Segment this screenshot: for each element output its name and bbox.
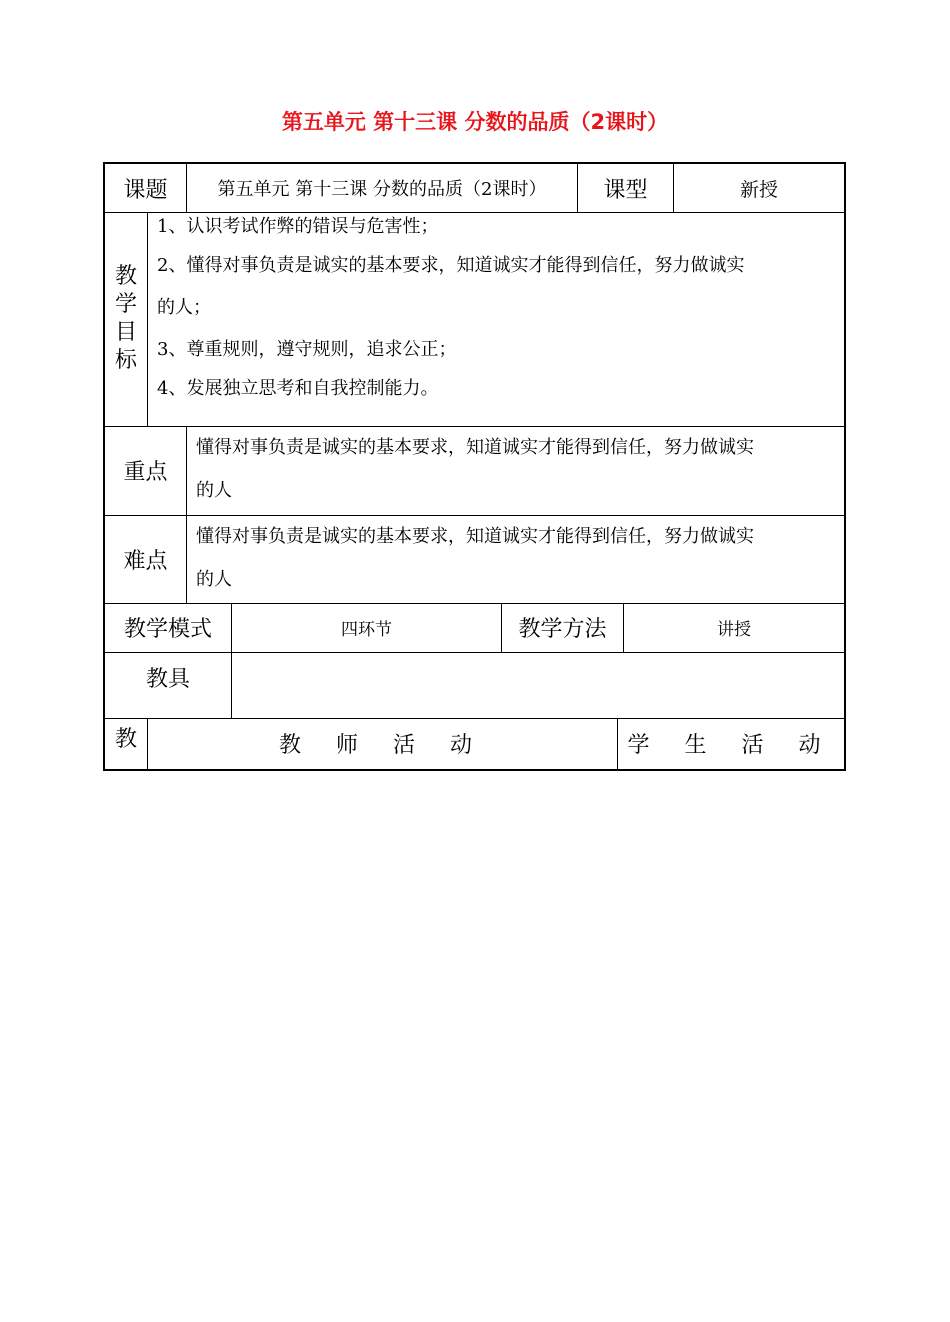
difficulty-line: 的人 <box>196 569 232 590</box>
topic-value: 第五单元 第十三课 分数的品质（2课时） <box>217 179 547 200</box>
key-point-label: 重点 <box>123 460 168 485</box>
objectives-label: 教学目标 <box>114 264 137 373</box>
teaching-mode-value: 四环节 <box>341 620 392 640</box>
key-point-line: 的人 <box>196 480 232 501</box>
lesson-plan-table <box>103 162 846 771</box>
column-divider <box>186 426 187 603</box>
objectives-content <box>157 212 844 426</box>
key-point-content <box>196 426 844 515</box>
teacher-activity-header: 教 师 活 动 <box>279 733 486 758</box>
objectives-label-cell <box>105 212 147 426</box>
lesson-type-label: 课型 <box>603 177 648 203</box>
objective-line: 3、尊重规则，遵守规则，追求公正； <box>157 339 457 360</box>
topic-label: 课题 <box>123 177 168 203</box>
difficulty-content <box>196 515 844 603</box>
difficulty-label: 难点 <box>123 548 168 574</box>
student-activity-header: 学 生 活 动 <box>627 733 835 758</box>
teaching-method-value: 讲授 <box>717 620 751 640</box>
process-label: 教 <box>114 727 137 752</box>
objective-line: 1、认识考试作弊的错误与危害性； <box>157 216 439 237</box>
key-point-line: 懂得对事负责是诚实的基本要求，知道诚实才能得到信任，努力做诚实 <box>196 437 754 458</box>
teaching-method-label: 教学方法 <box>518 617 607 642</box>
objective-line: 的人； <box>157 297 211 318</box>
teaching-tools-label: 教具 <box>145 667 190 692</box>
document-title: 第五单元 第十三课 分数的品质（2课时） <box>281 110 669 134</box>
lesson-type-value: 新授 <box>739 178 778 201</box>
objective-line: 2、懂得对事负责是诚实的基本要求，知道诚实才能得到信任，努力做诚实 <box>157 255 745 276</box>
column-divider <box>147 212 148 426</box>
teaching-mode-label: 教学模式 <box>123 617 212 642</box>
objective-line: 4、发展独立思考和自我控制能力。 <box>157 378 439 399</box>
teaching-tools-value <box>232 652 844 718</box>
difficulty-line: 懂得对事负责是诚实的基本要求，知道诚实才能得到信任，努力做诚实 <box>196 526 754 547</box>
